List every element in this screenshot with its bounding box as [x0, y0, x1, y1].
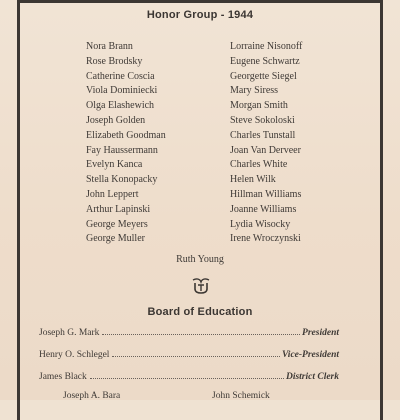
- honor-name: Joan Van Derveer: [230, 144, 301, 156]
- honor-name: Nora Brann: [86, 41, 133, 52]
- honor-name: Joseph Golden: [86, 114, 146, 126]
- officer-name: Joseph G. Mark: [39, 328, 100, 338]
- officer-role: Vice-President: [282, 350, 339, 360]
- honor-name: Fay Haussermann: [86, 144, 158, 156]
- honor-name: George Meyers: [86, 218, 148, 230]
- honor-name: Rose Brodsky: [86, 55, 143, 67]
- honor-name: John Leppert: [86, 188, 139, 200]
- honor-name: Viola Dominiecki: [86, 85, 158, 97]
- board-member: Joseph A. Bara: [63, 391, 121, 401]
- honor-name: Helen Wilk: [230, 174, 276, 186]
- honor-name: Irene Wroczynski: [230, 233, 301, 245]
- honor-name: Eugene Schwartz: [230, 55, 300, 67]
- officer-role: District Clerk: [285, 372, 339, 382]
- honor-name-last: Ruth Young: [176, 254, 224, 265]
- honor-name: Joanne Williams: [230, 203, 297, 215]
- dot-leader: [102, 333, 300, 335]
- honor-name: Mary Siress: [230, 85, 279, 97]
- board-officer-row: [39, 350, 339, 360]
- honor-name: Catherine Coscia: [86, 70, 155, 82]
- honor-name: Arthur Lapinski: [86, 203, 151, 215]
- honor-name: George Muller: [86, 233, 145, 245]
- school-seal-icon: [190, 277, 212, 295]
- honor-name: Olga Elashewich: [86, 100, 155, 112]
- honor-name: Stella Konopacky: [86, 174, 158, 186]
- board-member: John Schemick: [212, 391, 270, 401]
- honor-group-title: Honor Group - 1944: [146, 9, 254, 21]
- honor-name: Georgette Siegel: [230, 70, 297, 82]
- honor-name: Lorraine Nisonoff: [230, 41, 303, 52]
- page-border-top: [17, 0, 383, 3]
- board-officer-row: [39, 328, 339, 338]
- board-officer-row: [39, 372, 339, 382]
- honor-list-right: [230, 40, 302, 247]
- honor-name: Evelyn Kanca: [86, 159, 143, 171]
- dot-leader: [112, 355, 280, 357]
- board-of-education-title: Board of Education: [147, 306, 253, 318]
- honor-name: Charles Tunstall: [230, 129, 296, 141]
- officer-name: Henry O. Schlegel: [39, 350, 110, 360]
- officer-name: James Black: [39, 372, 87, 382]
- honor-name: Lydia Wisocky: [230, 218, 291, 230]
- honor-name: Charles White: [230, 159, 288, 171]
- honor-name: Steve Sokoloski: [230, 114, 295, 126]
- officer-role: President: [302, 328, 339, 338]
- honor-list-left: [86, 40, 166, 247]
- honor-name: Elizabeth Goodman: [86, 129, 166, 141]
- honor-name: Morgan Smith: [230, 100, 288, 112]
- honor-name: Hillman Williams: [230, 188, 302, 200]
- dot-leader: [90, 377, 284, 379]
